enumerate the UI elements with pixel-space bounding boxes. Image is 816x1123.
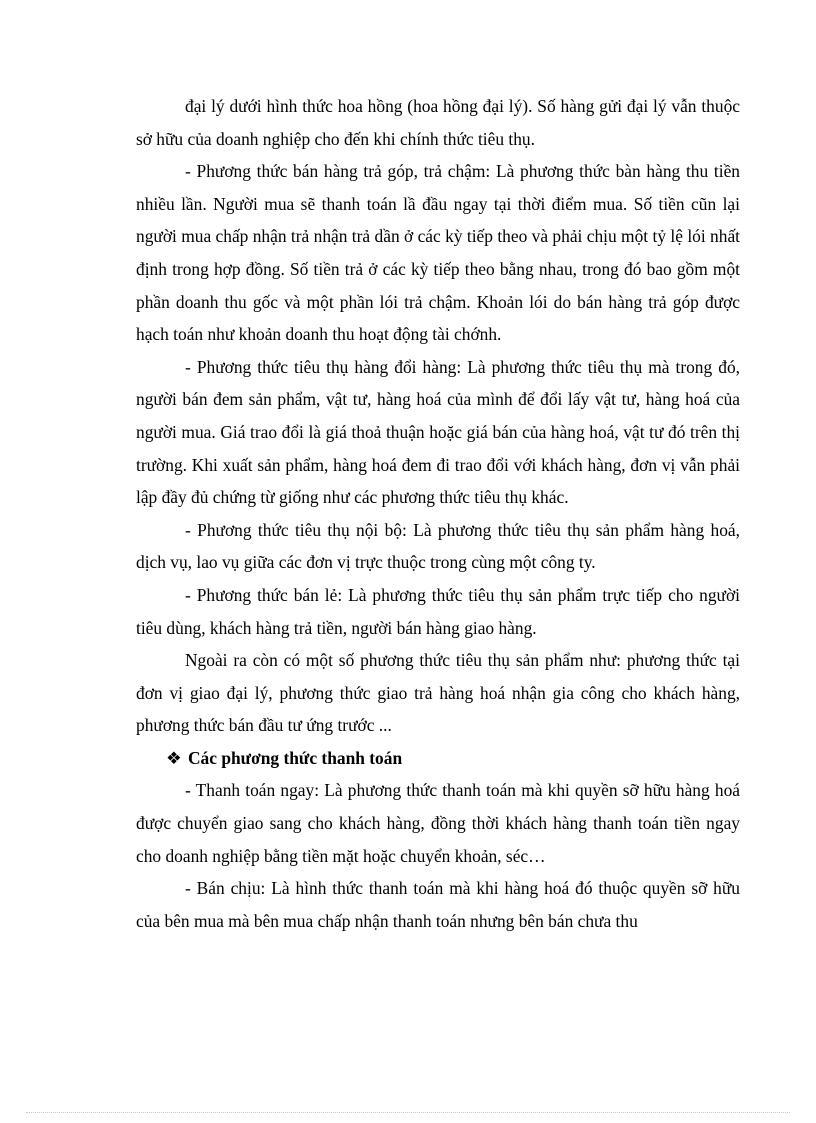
section-heading	[136, 742, 740, 775]
paragraph-internal-sales: - Phương thức tiêu thụ nội bộ: Là phương thức tiêu thụ sản phẩm hàng hoá, dịch vụ, lao vụ giữa các đơn vị trực thuộc trong cùng một công ty.	[136, 519, 740, 573]
diamond-bullet-icon: ❖	[166, 747, 182, 768]
paragraph-other-methods: Ngoài ra còn có một số phương thức tiêu thụ sản phẩm như: phương thức tại đơn vị giao đại lý, phương thức giao trả hàng hoá nhận gia công cho khách hàng, phương thức bán đầu tư ứng trước ...	[136, 650, 740, 736]
paragraph-agency-continuation: đại lý dưới hình thức hoa hồng (hoa hồng đại lý). Số hàng gửi đại lý vẫn thuộc sở hữu của doanh nghiệp cho đến khi chính thức tiêu thụ.	[136, 96, 740, 149]
section-heading-text: Các phương thức thanh toán	[188, 747, 403, 768]
paragraph-immediate-payment: - Thanh toán ngay: Là phương thức thanh toán mà khi quyền sỡ hữu hàng hoá được chuyển giao sang cho khách hàng, đồng thời khách hàng thanh toán tiền ngay cho doanh nghiệp bằng tiền mặt hoặc chuyển khoản, séc…	[136, 780, 740, 866]
paragraph-credit-sales: - Bán chịu: Là hình thức thanh toán mà khi hàng hoá đó thuộc quyền sỡ hữu của bên mua mà bên mua chấp nhận thanh toán nhưng bên bán chưa thu	[136, 878, 740, 931]
paragraph-barter-sales: - Phương thức tiêu thụ hàng đổi hàng: Là phương thức tiêu thụ mà trong đó, người bán đem sản phẩm, vật tư, hàng hoá của mình để đổi lấy vật tư, hàng hoá của người mua. Giá trao đổi là giá thoả thuận hoặc giá bán của hàng hoá, vật tư đó trên thị trường. Khi xuất sản phẩm, hàng hoá đem đi trao đổi với khách hàng, đơn vị vẫn phải lập đầy đủ chứng từ giống như các phương thức tiêu thụ khác.	[136, 356, 740, 508]
body-text	[136, 90, 740, 937]
paragraph-retail-sales: - Phương thức bán lẻ: Là phương thức tiêu thụ sản phẩm trực tiếp cho người tiêu dùng, khách hàng trả tiền, người bán hàng giao hàng.	[136, 584, 740, 638]
page-bottom-divider	[26, 1112, 790, 1113]
paragraph-installment-sales: - Phương thức bán hàng trả góp, trả chậm: Là phương thức bàn hàng thu tiền nhiều lần. Người mua sẽ thanh toán lầ đầu ngay tại thời điểm mua. Số tiền cũn lại người mua chấp nhận trả nhận trả dần ở các kỳ tiếp theo và phải chịu một tỷ lệ lói nhất định trong hợp đồng. Số tiền trả ở các kỳ tiếp theo bằng nhau, trong đó bao gồm một phần doanh thu gốc và một phần lói trả chậm. Khoản lói do bán hàng trả góp được hạch toán như khoản doanh thu hoạt động tài chớnh.	[136, 161, 740, 345]
